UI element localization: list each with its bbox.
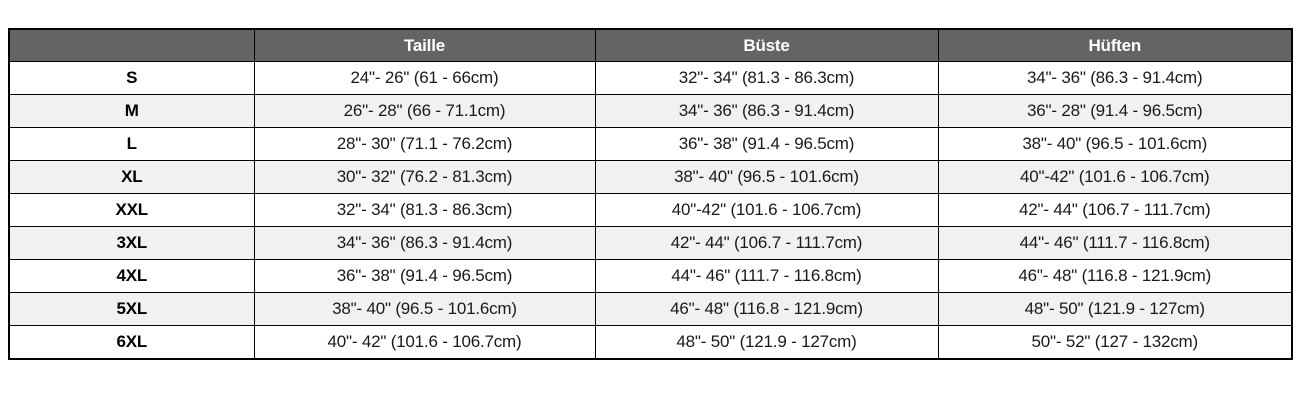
taille-value: 40"- 42" (101.6 - 106.7cm) <box>254 326 595 360</box>
hueften-value: 36"- 28" (91.4 - 96.5cm) <box>938 95 1292 128</box>
bueste-value: 48"- 50" (121.9 - 127cm) <box>595 326 938 360</box>
taille-value: 26"- 28" (66 - 71.1cm) <box>254 95 595 128</box>
bueste-value: 44"- 46" (111.7 - 116.8cm) <box>595 260 938 293</box>
bueste-value: 36"- 38" (91.4 - 96.5cm) <box>595 128 938 161</box>
header-row <box>9 29 1292 62</box>
size-label: S <box>9 62 254 95</box>
size-chart-table <box>8 28 1293 360</box>
taille-value: 30"- 32" (76.2 - 81.3cm) <box>254 161 595 194</box>
table-row <box>9 62 1292 95</box>
table-row <box>9 194 1292 227</box>
hueften-value: 48"- 50" (121.9 - 127cm) <box>938 293 1292 326</box>
bueste-value: 38"- 40" (96.5 - 101.6cm) <box>595 161 938 194</box>
bueste-value: 46"- 48" (116.8 - 121.9cm) <box>595 293 938 326</box>
size-label: XXL <box>9 194 254 227</box>
bueste-value: 32"- 34" (81.3 - 86.3cm) <box>595 62 938 95</box>
column-header-taille: Taille <box>254 29 595 62</box>
table-row <box>9 326 1292 360</box>
bueste-value: 34"- 36" (86.3 - 91.4cm) <box>595 95 938 128</box>
hueften-value: 38"- 40" (96.5 - 101.6cm) <box>938 128 1292 161</box>
size-chart-container <box>8 28 1291 360</box>
taille-value: 34"- 36" (86.3 - 91.4cm) <box>254 227 595 260</box>
taille-value: 36"- 38" (91.4 - 96.5cm) <box>254 260 595 293</box>
column-header-size <box>9 29 254 62</box>
taille-value: 38"- 40" (96.5 - 101.6cm) <box>254 293 595 326</box>
size-label: 6XL <box>9 326 254 360</box>
hueften-value: 34"- 36" (86.3 - 91.4cm) <box>938 62 1292 95</box>
size-label: 4XL <box>9 260 254 293</box>
table-row <box>9 95 1292 128</box>
hueften-value: 46"- 48" (116.8 - 121.9cm) <box>938 260 1292 293</box>
bueste-value: 40"-42" (101.6 - 106.7cm) <box>595 194 938 227</box>
table-row <box>9 227 1292 260</box>
hueften-value: 44"- 46" (111.7 - 116.8cm) <box>938 227 1292 260</box>
size-label: XL <box>9 161 254 194</box>
size-label: 5XL <box>9 293 254 326</box>
size-label: M <box>9 95 254 128</box>
size-label: 3XL <box>9 227 254 260</box>
hueften-value: 42"- 44" (106.7 - 111.7cm) <box>938 194 1292 227</box>
taille-value: 24"- 26" (61 - 66cm) <box>254 62 595 95</box>
table-row <box>9 293 1292 326</box>
taille-value: 28"- 30" (71.1 - 76.2cm) <box>254 128 595 161</box>
column-header-hueften: Hüften <box>938 29 1292 62</box>
bueste-value: 42"- 44" (106.7 - 111.7cm) <box>595 227 938 260</box>
table-row <box>9 128 1292 161</box>
hueften-value: 50"- 52" (127 - 132cm) <box>938 326 1292 360</box>
column-header-bueste: Büste <box>595 29 938 62</box>
hueften-value: 40"-42" (101.6 - 106.7cm) <box>938 161 1292 194</box>
table-row <box>9 260 1292 293</box>
taille-value: 32"- 34" (81.3 - 86.3cm) <box>254 194 595 227</box>
table-row <box>9 161 1292 194</box>
size-label: L <box>9 128 254 161</box>
